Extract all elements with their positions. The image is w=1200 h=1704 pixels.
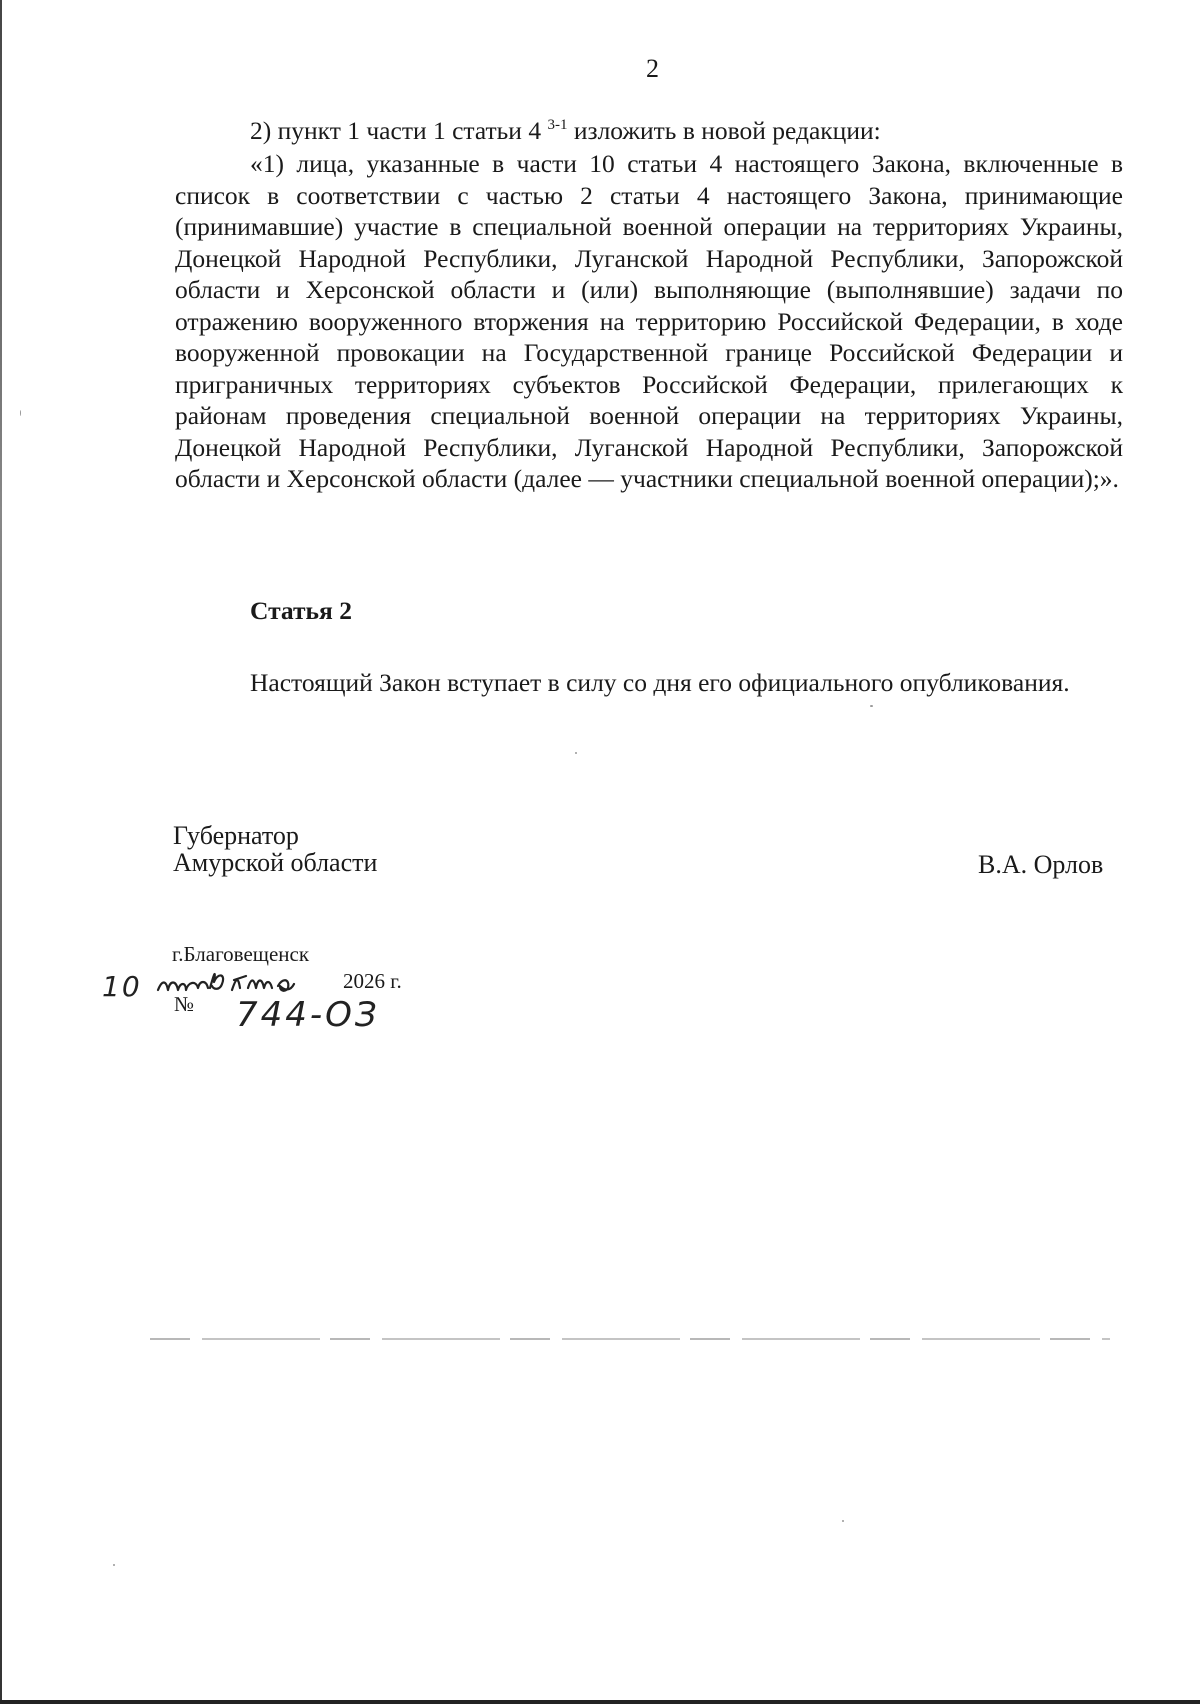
scan-speck [842, 1520, 844, 1522]
clause-intro-text: 2) пункт 1 части 1 статьи 4 [250, 116, 548, 145]
handwritten-day: 10 [102, 970, 142, 1003]
scan-artifact-line [150, 1338, 1110, 1340]
city: г.Благовещенск [172, 942, 310, 966]
handwritten-law-number: 744-ОЗ [236, 995, 380, 1035]
scan-edge [0, 0, 2, 1704]
scan-speck [20, 410, 21, 416]
scan-edge-bottom [0, 1700, 1200, 1704]
signature-title [173, 822, 377, 876]
article-heading: Статья 2 [250, 596, 352, 625]
clause-intro [175, 115, 1123, 147]
scan-speck [575, 752, 577, 754]
scan-speck [870, 705, 873, 707]
signature-title-line1: Губернатор [173, 821, 299, 850]
date-year: 2026 г. [343, 969, 402, 993]
page-number: 2 [646, 54, 659, 83]
clause-intro-text-end: изложить в новой редакции: [567, 116, 881, 145]
signature-name: В.А. Орлов [978, 850, 1104, 879]
number-label: № [174, 992, 195, 1016]
scan-speck [113, 1564, 115, 1566]
clause-quote: «1) лица, указанные в части 10 статьи 4 настоящего Закона, включенные в список в соответствии с частью 2 статьи 4 настоящего Закона, принимающие (принимавшие) участие в специальной военной операции на территориях Украины, Донецкой Народной Республики, Луганской Народной Республики, Запорожской области и Херсонской области и (или) выполняющие (выполнявшие) задачи по отражению вооруженного вторжения на территорию Российской Федерации, в ходе вооруженной провокации на Государственной границе Российской Федерации и приграничных территориях субъектов Российской Федерации, прилегающих к районам проведения специальной военной операции на территориях Украины, Донецкой Народной Республики, Луганской Народной Республики, Запорожской области и Херсонской области (далее — участники специальной военной операции);». [175, 149, 1123, 493]
clause-intro-superscript: 3-1 [547, 117, 568, 133]
signature-title-line2: Амурской области [173, 848, 378, 877]
article-text: Настоящий Закон вступает в силу со дня его официального опубликования. [250, 668, 1070, 697]
